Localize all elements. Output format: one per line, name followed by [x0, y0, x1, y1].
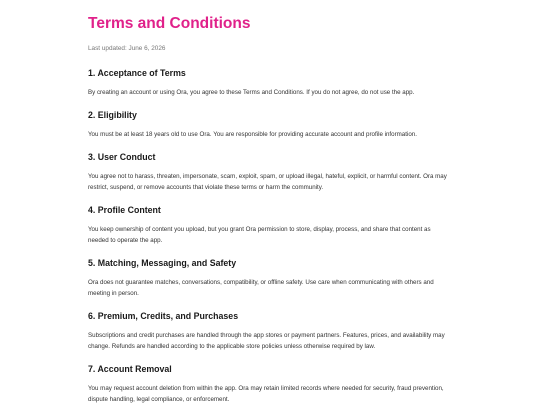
section-body: Subscriptions and credit purchases are handled through the app stores or payment partners. Features, prices, and availability may change. Refunds are handled according to the applicable store policies unless otherwise required by law. [88, 332, 445, 350]
section-body: You may request account deletion from within the app. Ora may retain limited records where needed for security, fraud prevention, dispute handling, legal compliance, or enforcement. [88, 385, 444, 403]
page-title: Terms and Conditions [88, 15, 251, 32]
section-eligibility [88, 109, 452, 140]
terms-sections [88, 67, 452, 405]
section-heading: 4. Profile Content [88, 205, 161, 215]
section-body: You agree not to harass, threaten, impersonate, scam, exploit, spam, or upload illegal, hateful, explicit, or harmful content. Ora may restrict, suspend, or remove accounts that violate these terms or harm the community. [88, 173, 447, 191]
section-heading: 1. Acceptance of Terms [88, 68, 186, 78]
section-body: You keep ownership of content you upload, but you grant Ora permission to store, display, process, and share that content as needed to operate the app. [88, 226, 431, 244]
section-heading: 5. Matching, Messaging, and Safety [88, 258, 237, 268]
section-account-removal [88, 363, 452, 405]
section-acceptance-of-terms [88, 67, 452, 98]
section-body: You must be at least 18 years old to use Ora. You are responsible for providing accurate account and profile information. [88, 131, 417, 138]
section-matching-messaging-safety [88, 257, 452, 299]
section-body: By creating an account or using Ora, you agree to these Terms and Conditions. If you do not agree, do not use the app. [88, 89, 415, 96]
last-updated-date: Last updated: June 6, 2026 [88, 45, 166, 52]
section-heading: 7. Account Removal [88, 364, 172, 374]
section-heading: 3. User Conduct [88, 152, 156, 162]
section-heading: 2. Eligibility [88, 110, 137, 120]
section-heading: 6. Premium, Credits, and Purchases [88, 311, 239, 321]
section-user-conduct [88, 151, 452, 193]
section-profile-content [88, 204, 452, 246]
section-premium-credits-purchases [88, 310, 452, 352]
section-body: Ora does not guarantee matches, conversations, compatibility, or offline safety. Use care when communicating with others and meeting in person. [88, 279, 434, 297]
